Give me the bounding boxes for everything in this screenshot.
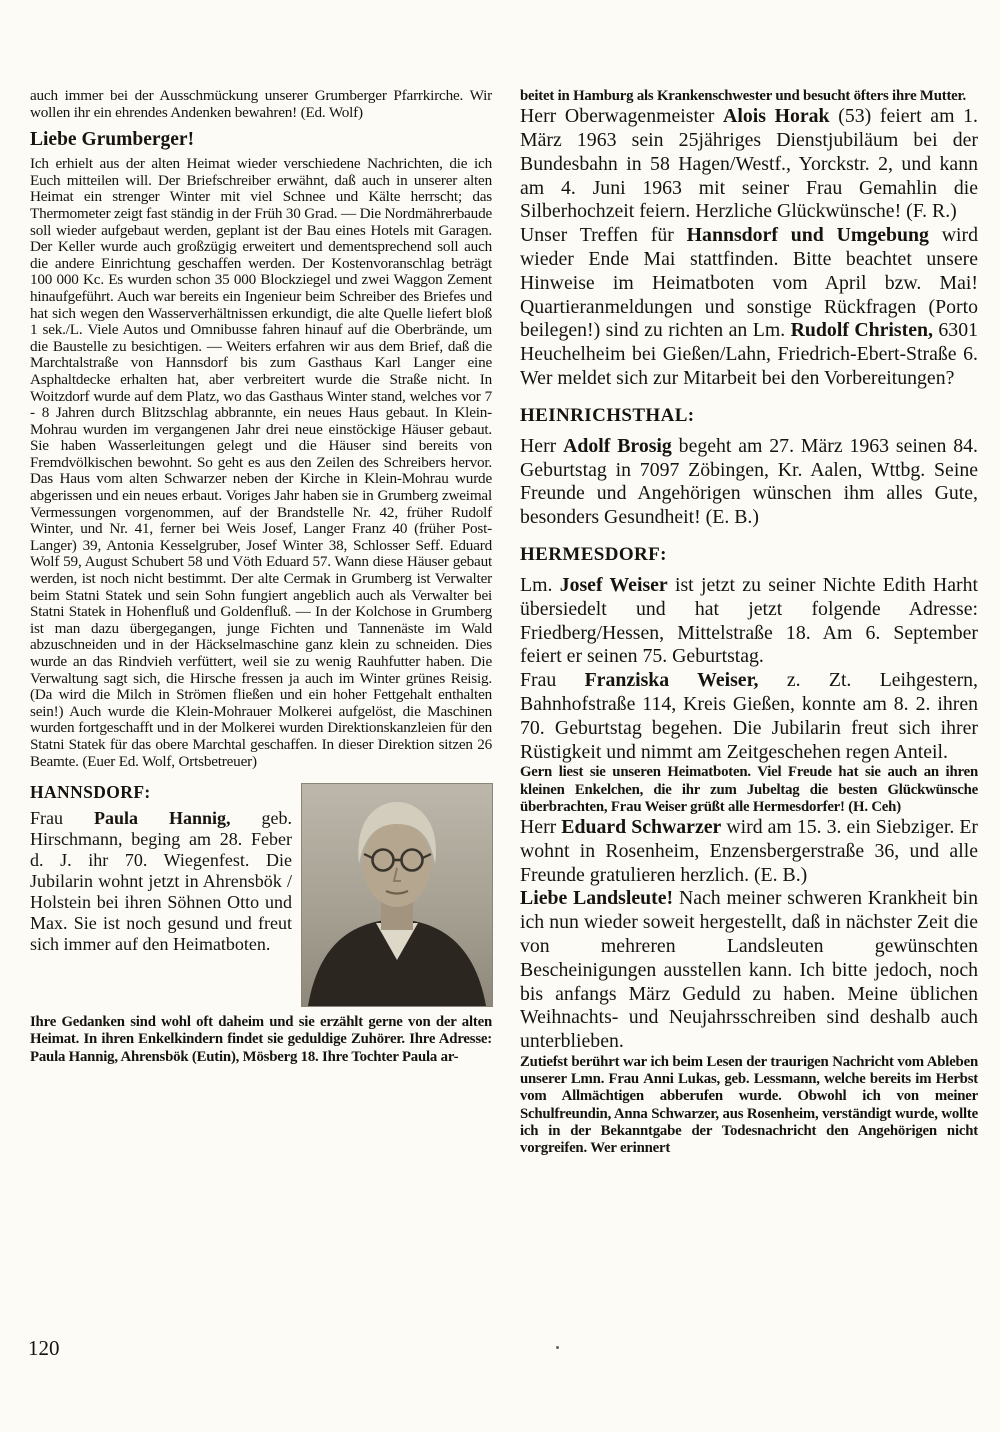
name-josef-weiser: Josef Weiser — [559, 573, 668, 596]
scan-artifact-dot — [556, 1346, 559, 1349]
heading-heinrichsthal: HEINRICHSTHAL: — [520, 404, 695, 426]
name-paula-hannig: Paula Hannig, — [93, 808, 231, 829]
heading-liebe-grumberger: Liebe Grumberger! — [30, 129, 195, 151]
text-run: (53) feiert am 1. März 1963 sein 25jähriges Dienstjubiläum bei der Bundesbahn in 58 Hagen/Westf., Yorckstr. 2, und kann am 4. Juni 1963 mit seiner Frau Gemahlin die Silberhochzeit feiern. Herzliche Glückwünsche! (F. R.) — [520, 105, 979, 223]
text-run: wird wieder Ende Mai stattfinden. Bitte beachtet unsere Hinweise im Heimatboten vom April bzw. Mai! Quartieranmeldungen und sonstige Rückfragen (Porto beilegen!) sind zu richten an Lm. — [520, 224, 978, 342]
text-run: Herr — [520, 434, 564, 457]
text-run: Frau — [30, 808, 94, 829]
brosig-paragraph — [520, 435, 978, 530]
right-column — [520, 88, 978, 1157]
landsleute-paragraph — [520, 887, 978, 1054]
text-run: geb. Hirschmann, beging am 28. Feber d. J. ihr 70. Wiegenfest. Die Jubilarin wohnt jetzt in Ahrensbök / Holstein bei ihren Söhnen Otto und Max. Sie ist noch gesund und freut sich immer auf den Heimatboten. — [30, 808, 292, 955]
hannsdorf-note-paragraph: Ihre Gedanken sind wohl oft daheim und sie erzählt gerne von der alten Heimat. In ihren Enkelkindern findet sie geduldige Zuhörer. Ihre Adresse: Paula Hannig, Ahrensbök (Eutin), Mösberg 18. Ihre Tochter Paula ar- — [30, 1014, 492, 1065]
text-run: begeht am 27. März 1963 seinen 84. Geburtstag in 7097 Zöbingen, Kr. Aalen, Wttbg. Seine Freunde und Angehörigen wünschen ihm alles Gute, besonders Gesundheit! (E. B.) — [520, 434, 978, 529]
text-run: Zutiefst berührt war ich beim Lesen der traurigen Nachricht vom Ableben unserer Lmn. Frau — [520, 1053, 978, 1088]
grumberger-body-paragraph: Ich erhielt aus der alten Heimat wieder verschiedene Nachrichten, die ich Euch mitteilen will. Der Briefschreiber erwähnt, daß auch in unserer alten Heimat ein strenger Winter mit viel Schnee und Kälte herrscht; das Thermometer zeigt fast ständig in der Früh 30 Grad. — Die Nordmährerbaude soll wieder aufgebaut werden, geplant ist der Bau eines Hotels mit Garagen. Der Keller wurde auch großzügig erweitert und dementsprechend soll auch die andere Einrichtung geschaffen werden. Der Kostenvoranschlag beträgt 100 000 Kc. Es wurden schon 35 000 Blockziegel und zwei Waggon Zement hinaufgeführt. Auch war bereits ein Ingenieur beim Schreiber des Briefes und hat sich wegen den Wasserverhältnissen erkundigt, die alte Quelle liefert bloß 1 sek./L. Viele Autos und Omnibusse fahren hinauf auf die Oberbrände, um die Baustelle zu besichtigen. — Weiters erfahren wir aus dem Brief, daß die Marchtalstraße von Hannsdorf bis zum Gasthaus Karl Langer eine Asphaltdecke erhalten hat, aber verbreitert wurde die Straße nicht. In Woitzdorf wurde auf dem Platz, wo das Gasthaus Winter stand, welches vor 7 - 8 Jahren durch Blitzschlag abbrannte, ein neues Haus gebaut. In Klein-Mohrau wurden im vergangenen Jahr drei neue einstöckige Häuser gebaut. Sie haben Wasserleitungen gelegt und die Häuser sind bereits von Fremdvölkischen bewohnt. So geht es aus den Zeilen des Schreibers hervor. Das Haus vom alten Schwarzer neben der Kirche in Klein-Mohrau wurde abgerissen und ein neues erbaut. Voriges Jahr haben sie in Grumberg zweimal Vermessungen vorgenommen, auf der Brandstelle Nr. 42, früher Rudolf Winter, und Nr. 41, ferner bei Weis Josef, Langer Franz 40 (früher Post-Langer) 39, Antonia Kesselgruber, Josef Winter 38, Schlosser Seff. Eduard Wolf 59, August Schubert 58 und Vöth Eduard 57. Wann diese Häuser gebaut werden, ist noch nicht bestimmt. Der alte Cermak in Grumberg ist Verwalter beim Statni Statek und sein Sohn fungiert angeblich auch als Verwalter bei Statni Statek in Hohenfluß und Goldenfluß. — In der Kolchose in Grumberg ist man dazu übergegangen, junge Fichten und Tannenäste im Wald abzuschneiden und in der Häckselmaschine ganz klein zu schneiden. Dies wurde an das Rindvieh verfüttert, weil sie zu wenig Rauhfutter haben. Die Verwaltung sagt sich, die Hirsche fressen ja auch im Winter grünes Reisig. (Da wird die Milch in Strömen fließen und ein hoher Fettgehalt enthalten sein!) Auch wurde die Klein-Mohrauer Molkerei aufgelöst, die Maschinen wurden fortgeschafft und in der Molkerei wurden Direktionskanzleien für den Statni Statek für das obere Marchtal geschaffen. In dieser Direktion sitzen 26 Beamte. (Euer Ed. Wolf, Ortsbetreuer) — [30, 155, 492, 770]
weiser-note-paragraph: Gern liest sie unseren Heimatboten. Viel Freude hat sie auch an ihren kleinen Enkelchen, die ihr zum Jubeltag die besten Glückwünsche überbrachten, Frau Weiser grüßt alle Hermesdorfer! (H. Ceh) — [520, 764, 978, 815]
text-run: Frau — [520, 669, 585, 692]
josef-weiser-paragraph — [520, 574, 978, 669]
name-eduard-schwarzer: Eduard Schwarzer — [561, 815, 722, 838]
name-franziska-weiser: Franziska Weiser, — [584, 669, 759, 692]
continuation-paragraph-right: beitet in Hamburg als Krankenschwester und besucht öfters ihre Mutter. — [520, 88, 967, 104]
text-run: Nach meiner schweren Krankheit bin ich nun wieder soweit hergestellt, daß in nächster Zeit die von mehreren Landsleuten gewünschten Bescheinigungen ausstellen kann. Ich bitte jedoch, noch bis anfangs März Geduld zu haben. Meine üblichen Weihnachts- und Neujahrsschreiben sind deshalb auch unterblieben. — [520, 887, 978, 1053]
text-run: z. Zt. Leihgestern, Bahnhofstraße 114, Kreis Gießen, konnte am 8. 2. ihren 70. Geburtstag begehen. Die Jubilarin freut sich ihrer Rüstigkeit und nimmt am Zeitgeschehen regen Anteil. — [520, 669, 979, 763]
treffen-paragraph — [520, 224, 978, 391]
text-run: Unser Treffen für — [520, 224, 687, 247]
continuation-paragraph-left: auch immer bei der Ausschmückung unserer Grumberger Pfarrkirche. Wir wollen ihr ein ehrendes Andenken bewahren! (Ed. Wolf) — [30, 87, 492, 121]
portrait-photo-graphic — [302, 784, 492, 1006]
text-run: Herr — [520, 815, 562, 838]
left-column — [30, 88, 492, 1066]
page-number: 120 — [28, 1336, 60, 1360]
schwarzer-paragraph — [520, 816, 978, 887]
text-run: Lm. — [520, 573, 560, 596]
franziska-weiser-paragraph — [520, 669, 978, 764]
name-anni-lukas: Anni Lukas, geb. Lessmann, — [643, 1071, 820, 1088]
portrait-photo-paula-hannig — [302, 784, 492, 1006]
name-alois-horak: Alois Horak — [723, 105, 830, 128]
text-run: 6301 Heuchelheim bei Gießen/Lahn, Friedrich-Ebert-Straße 6. Wer meldet sich zur Mitarbeit bei den Vorbereitungen? — [520, 319, 978, 389]
text-run: wird am 15. 3. ein Siebziger. Er wohnt in Rosenheim, Enzensbergerstraße 36, und alle Freunde gratulieren herzlich. (E. B.) — [520, 815, 978, 886]
name-adolf-brosig: Adolf Brosig — [563, 434, 672, 457]
heading-hermesdorf: HERMESDORF: — [520, 543, 667, 565]
name-hannsdorf-und-umgebung: Hannsdorf und Umgebung — [686, 224, 929, 247]
horak-paragraph — [520, 105, 978, 224]
text-run: welche bereits im Herbst vom Allmächtigen abberufen wurde. Obwohl ich von meiner Schulfreundin, Anna Schwarzer, aus Rosenheim, verständigt wurde, wollte ich in der Bekanntgabe der Todesnachricht den Angehörigen nicht vorgreifen. Wer erinnert — [520, 1071, 978, 1156]
text-run: Herr Oberwagenmeister — [520, 105, 724, 128]
name-rudolf-christen: Rudolf Christen, — [790, 319, 933, 342]
section-hannsdorf — [30, 782, 492, 955]
lead-liebe-landsleute: Liebe Landsleute! — [520, 887, 674, 910]
text-run: ist jetzt zu seiner Nichte Edith Harht übersiedelt und hat jetzt folgende Adresse: Friedberg/Hessen, Mittelstraße 18. Am 6. September feiert er seinen 75. Geburtstag. — [520, 573, 978, 668]
heading-hannsdorf: HANNSDORF: — [30, 782, 151, 803]
lukas-note-paragraph — [520, 1054, 978, 1157]
